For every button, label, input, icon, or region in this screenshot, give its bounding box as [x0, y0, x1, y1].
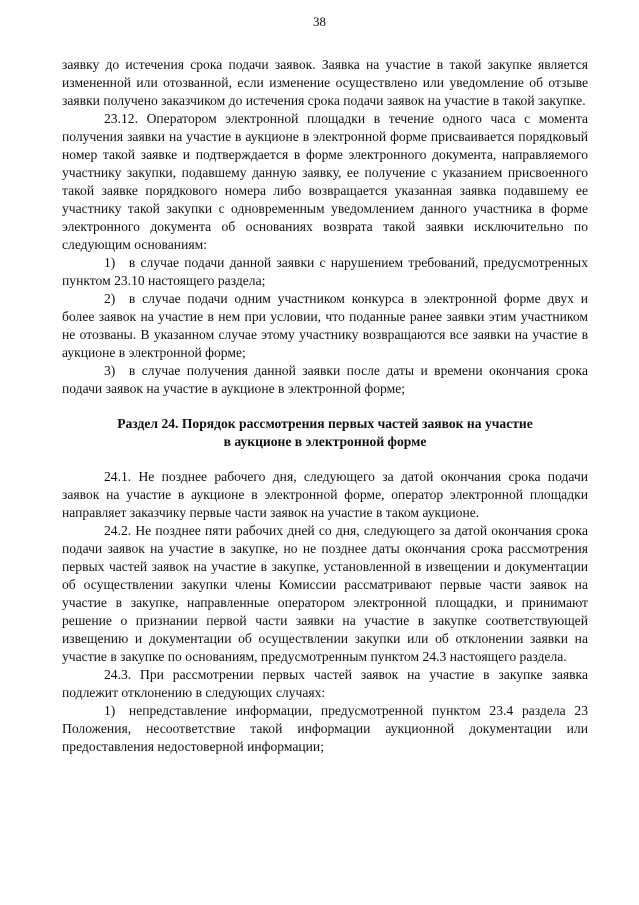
list-item-24-3-1: 1) непредставление информации, предусмотренной пунктом 23.4 раздела 23 Положения, несоответствие такой информации аукционной документации или предоставления недостоверной информации;: [62, 703, 588, 754]
list-item-23-12-1: 1) в случае подачи данной заявки с нарушением требований, предусмотренных пунктом 23.10 настоящего раздела;: [62, 255, 588, 288]
paragraph-24-1: 24.1. Не позднее рабочего дня, следующего за датой окончания срока подачи заявок на участие в аукционе в электронной форме, оператор электронной площадки направляет заказчику первые части заявок на участие в таком аукционе.: [62, 469, 588, 520]
section-heading-line-1: Раздел 24. Порядок рассмотрения первых частей заявок на участие: [117, 416, 533, 431]
list-item-23-12-3: 3) в случае получения данной заявки после даты и времени окончания срока подачи заявок на участие в аукционе в электронной форме;: [62, 363, 588, 396]
document-body: [62, 56, 588, 756]
paragraph-24-3: 24.3. При рассмотрении первых частей заявок на участие в закупке заявка подлежит отклонению в следующих случаях:: [62, 667, 588, 700]
paragraph-24-2: 24.2. Не позднее пяти рабочих дней со дня, следующего за датой окончания срока подачи заявок на участие в закупке, но не позднее даты окончания срока рассмотрения первых частей заявок на участие в закупке, установленной в извещении и документации об осуществлении закупки члены Комиссии рассматривают первые части заявок на участие в закупке, направленные оператором электронной площадки, и принимают решение о признании первой части заявки на участие в закупке соответствующей извещению и документации об осуществлении закупки или об отклонении заявки на участие в закупке по основаниям, предусмотренным пунктом 24.3 настоящего раздела.: [62, 523, 588, 664]
section-heading-line-2: в аукционе в электронной форме: [223, 434, 427, 449]
page-number: 38: [313, 14, 326, 29]
paragraph-23-12: 23.12. Оператором электронной площадки в течение одного часа с момента получения заявки на участие в аукционе в электронной форме присваивается порядковый номер такой заявке и подтверждается в форме электронного документа, направляемого участнику закупки, подавшему данную заявку, ее получение с указанием присвоенного такой заявке порядкового номера либо возвращается указанная заявка подавшему ее участнику такой закупки с одновременным уведомлением данного участника в форме электронного документа об основаниях возврата такой заявки исключительно по следующим основаниям:: [62, 111, 588, 252]
section-24-heading: [62, 415, 588, 451]
list-item-23-12-2: 2) в случае подачи одним участником конкурса в электронной форме двух и более заявок на участие в нем при условии, что поданные ранее заявки этим участником не отозваны. В указанном случае этому участнику возвращаются все заявки на участие в аукционе в электронной форме;: [62, 291, 588, 360]
paragraph-continuation: заявку до истечения срока подачи заявок. Заявка на участие в такой закупке является измененной или отозванной, если изменение осуществлено или уведомление об отзыве заявки получено заказчиком до истечения срока подачи заявок на участие в такой закупке.: [62, 57, 588, 108]
